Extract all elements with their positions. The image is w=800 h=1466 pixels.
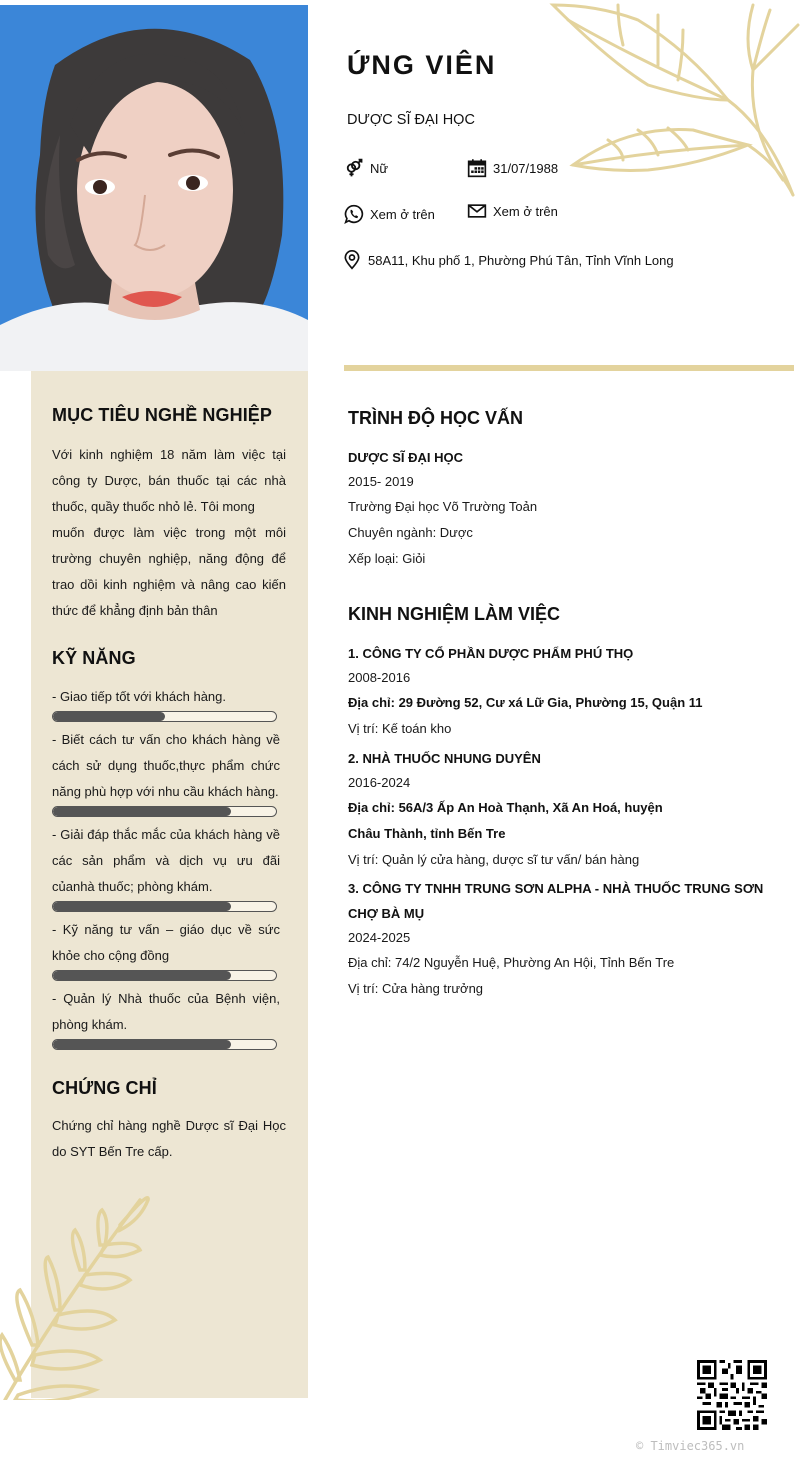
education-period: 2015- 2019 (348, 474, 414, 489)
job-address: Địa chỉ: 29 Đường 52, Cư xá Lữ Gia, Phường 15, Quận 11 (348, 695, 703, 710)
objective-heading: MỤC TIÊU NGHỀ NGHIỆP (52, 405, 273, 425)
birthday-info (467, 158, 558, 178)
gender-icon (344, 158, 364, 178)
job-position: Vị trí: Quản lý cửa hàng, dược sĩ tư vấn/ bán hàng (348, 852, 640, 867)
objective-text (52, 442, 286, 624)
certificates-text: Chứng chỉ hàng nghề Dược sĩ Đại Học do SYT Bến Tre cấp. (52, 1118, 286, 1159)
education-major: Chuyên ngành: Dược (348, 525, 473, 540)
email-value: Xem ở trên (493, 203, 558, 219)
objective-line: thuốc, quầy thuốc nhỏ lẻ. Tôi mong (52, 499, 255, 514)
gender-value: Nữ (370, 160, 389, 176)
job-position: Vị trí: Kế toán kho (348, 721, 452, 736)
phone-value: Xem ở trên (370, 206, 435, 222)
job-position: Vị trí: Cửa hàng trưởng (348, 981, 484, 996)
skill-bar (52, 806, 277, 817)
objective-line: trao dồi kinh nghiệm và nâng cao kiến (52, 577, 286, 592)
job-period: 2024-2025 (348, 930, 411, 945)
skills-heading: KỸ NĂNG (52, 648, 136, 668)
job-address: Địa chỉ: 74/2 Nguyễn Huệ, Phường An Hội, Tỉnh Bến Tre (348, 955, 675, 970)
skill-item: - Giao tiếp tốt với khách hàng. (52, 689, 227, 704)
skill-item: - Quản lý Nhà thuốc của Bệnh viện, phòng khám. (52, 991, 280, 1032)
education-school: Trường Đại học Võ Trường Toản (348, 499, 538, 514)
education-grade: Xếp loại: Giỏi (348, 551, 426, 566)
skill-item: - Kỹ năng tư vấn – giáo dục về sức khỏe cho cộng đồng (52, 922, 280, 963)
map-pin-icon (342, 250, 362, 270)
skill-bar (52, 970, 277, 981)
skill-item: - Giải đáp thắc mắc của khách hàng về các sản phẩm và dịch vụ ưu đãi củanhà thuốc; phòng khám. (52, 827, 280, 894)
job-company: 2. NHÀ THUỐC NHUNG DUYÊN (348, 751, 541, 766)
objective-line: Với kinh nghiệm 18 năm làm việc tại (52, 447, 286, 462)
profile-photo (0, 5, 308, 371)
avatar-illustration (0, 5, 308, 371)
education-heading: TRÌNH ĐỘ HỌC VẤN (348, 408, 523, 428)
skill-bar (52, 901, 277, 912)
certificates-heading: CHỨNG CHỈ (52, 1078, 157, 1098)
skill-bar-fill (53, 1040, 231, 1049)
objective-line: thức để khẳng định bản thân (52, 603, 218, 618)
phone-info (344, 204, 435, 224)
skill-bar (52, 711, 277, 722)
email-info (467, 201, 558, 221)
address-info (342, 250, 674, 270)
qr-code (697, 1360, 767, 1430)
skill-bar (52, 1039, 277, 1050)
header-divider (344, 365, 794, 371)
experience-heading: KINH NGHIỆM LÀM VIỆC (348, 604, 561, 624)
sidebar (31, 371, 308, 1398)
education-degree: DƯỢC SĨ ĐẠI HỌC (348, 450, 464, 465)
leaf-decoration-top (548, 0, 800, 200)
objective-line: trường chuyên nghiệp, năng động để (52, 551, 286, 566)
objective-line: muốn được làm việc trong một môi (52, 525, 286, 540)
skill-bar-fill (53, 807, 231, 816)
job-period: 2008-2016 (348, 670, 411, 685)
job-address: Địa chỉ: 56A/3 Ấp An Hoà Thạnh, Xã An Hoá, huyện Châu Thành, tỉnh Bến Tre (348, 800, 663, 841)
phone-icon (344, 204, 364, 224)
envelope-icon (467, 201, 487, 221)
birthday-value: 31/07/1988 (493, 160, 559, 176)
address-value: 58A11, Khu phố 1, Phường Phú Tân, Tỉnh Vĩnh Long (368, 252, 674, 268)
skill-bar-fill (53, 902, 231, 911)
candidate-role: DƯỢC SĨ ĐẠI HỌC (347, 112, 475, 128)
skill-item: - Biết cách tư vấn cho khách hàng về cách sử dụng thuốc,thực phẩm chức năng phù hợp với nhu cầu khách hàng. (52, 732, 280, 799)
job-company: 3. CÔNG TY TNHH TRUNG SƠN ALPHA - NHÀ THUỐC TRUNG SƠN CHỢ BÀ MỤ (348, 881, 764, 921)
candidate-name: ỨNG VIÊN (347, 50, 497, 80)
gender-info (344, 158, 388, 178)
objective-line: công ty Dược, bán thuốc tại các nhà (52, 473, 286, 488)
copyright-text: © Timviec365.vn (636, 1439, 745, 1453)
calendar-icon (467, 158, 487, 178)
skill-bar-fill (53, 971, 231, 980)
skill-bar-fill (53, 712, 165, 721)
job-period: 2016-2024 (348, 775, 411, 790)
job-company: 1. CÔNG TY CỔ PHẦN DƯỢC PHẨM PHÚ THỌ (348, 646, 634, 661)
